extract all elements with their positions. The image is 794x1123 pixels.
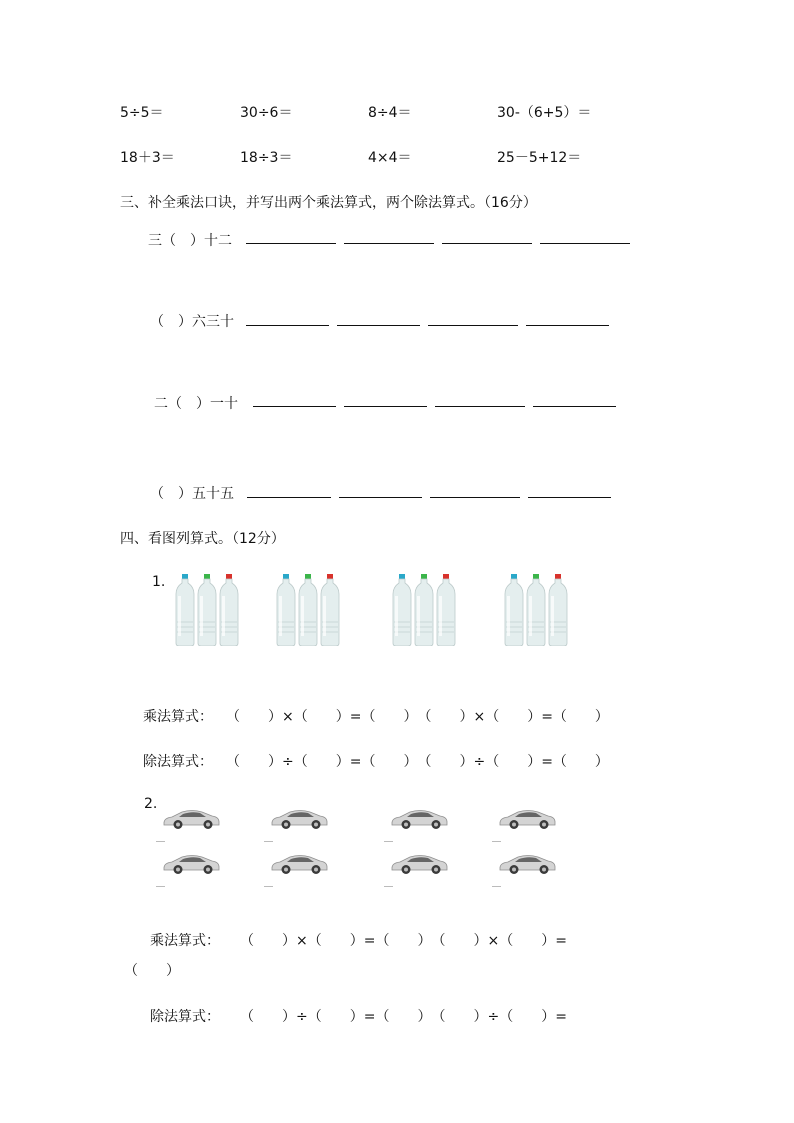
car-icon [390,853,448,879]
rhyme-2: （ ）六三十 [150,314,234,330]
arith-2: 30÷6＝ [240,105,293,121]
bottle-icon [175,574,195,650]
answer-blank[interactable] [528,497,611,498]
answer-blank[interactable] [246,243,336,244]
answer-blank[interactable] [442,243,532,244]
answer-blank[interactable] [246,325,329,326]
answer-blank[interactable] [344,406,427,407]
car-underline [156,886,165,887]
problem1-mult-formula[interactable]: （ ）×（ ）=（ ） （ ）×（ ）=（ ） [226,709,609,725]
problem2-mult-formula[interactable]: （ ）×（ ）=（ ） （ ）×（ ）= [240,933,567,949]
problem2-mult-wrap[interactable]: （ ） [124,963,180,979]
bottle-icon [276,574,296,650]
car-underline [384,886,393,887]
answer-blank[interactable] [337,325,420,326]
section4-title: 四、看图列算式。（12分） [120,531,285,547]
car-underline [264,886,273,887]
problem1-number: 1. [152,574,166,590]
problem2-mult-label: 乘法算式： [150,933,220,949]
bottle-icon [197,574,217,650]
car-underline [384,841,393,842]
rhyme-4: （ ）五十五 [150,486,234,502]
arith-7: 4×4＝ [368,150,412,166]
problem1-div-formula[interactable]: （ ）÷（ ）=（ ） （ ）÷（ ）=（ ） [226,754,609,770]
answer-blank[interactable] [344,243,434,244]
bottle-icon [548,574,568,650]
bottle-icon [504,574,524,650]
answer-blank[interactable] [430,497,520,498]
arith-4: 30-（6+5）＝ [497,105,592,121]
problem1-div-label: 除法算式： [143,754,213,770]
section3-title: 三、补全乘法口诀，并写出两个乘法算式，两个除法算式。（16分） [120,195,537,211]
arith-6: 18÷3＝ [240,150,293,166]
answer-blank[interactable] [428,325,518,326]
bottle-icon [320,574,340,650]
answer-blank[interactable] [533,406,616,407]
car-underline [156,841,165,842]
arith-3: 8÷4＝ [368,105,412,121]
car-icon [270,808,328,834]
answer-blank[interactable] [540,243,630,244]
car-underline [492,886,501,887]
answer-blank[interactable] [247,497,331,498]
problem1-mult-label: 乘法算式： [143,709,213,725]
car-underline [492,841,501,842]
bottle-icon [526,574,546,650]
car-icon [390,808,448,834]
car-icon [162,808,220,834]
bottle-icon [436,574,456,650]
problem2-div-label: 除法算式： [150,1009,220,1025]
rhyme-1: 三（ ）十二 [148,233,232,249]
problem2-div-formula[interactable]: （ ）÷（ ）=（ ） （ ）÷（ ）= [240,1009,567,1025]
answer-blank[interactable] [253,406,336,407]
answer-blank[interactable] [526,325,609,326]
rhyme-3: 二（ ）一十 [154,396,238,412]
arith-8: 25－5+12＝ [497,150,582,166]
arith-1: 5÷5＝ [120,105,164,121]
car-icon [162,853,220,879]
car-underline [264,841,273,842]
bottle-icon [219,574,239,650]
answer-blank[interactable] [339,497,422,498]
bottle-icon [298,574,318,650]
car-icon [270,853,328,879]
answer-blank[interactable] [435,406,525,407]
problem2-number: 2. [144,796,158,812]
car-icon [498,808,556,834]
arith-5: 18＋3＝ [120,150,175,166]
bottle-icon [392,574,412,650]
car-icon [498,853,556,879]
bottle-icon [414,574,434,650]
